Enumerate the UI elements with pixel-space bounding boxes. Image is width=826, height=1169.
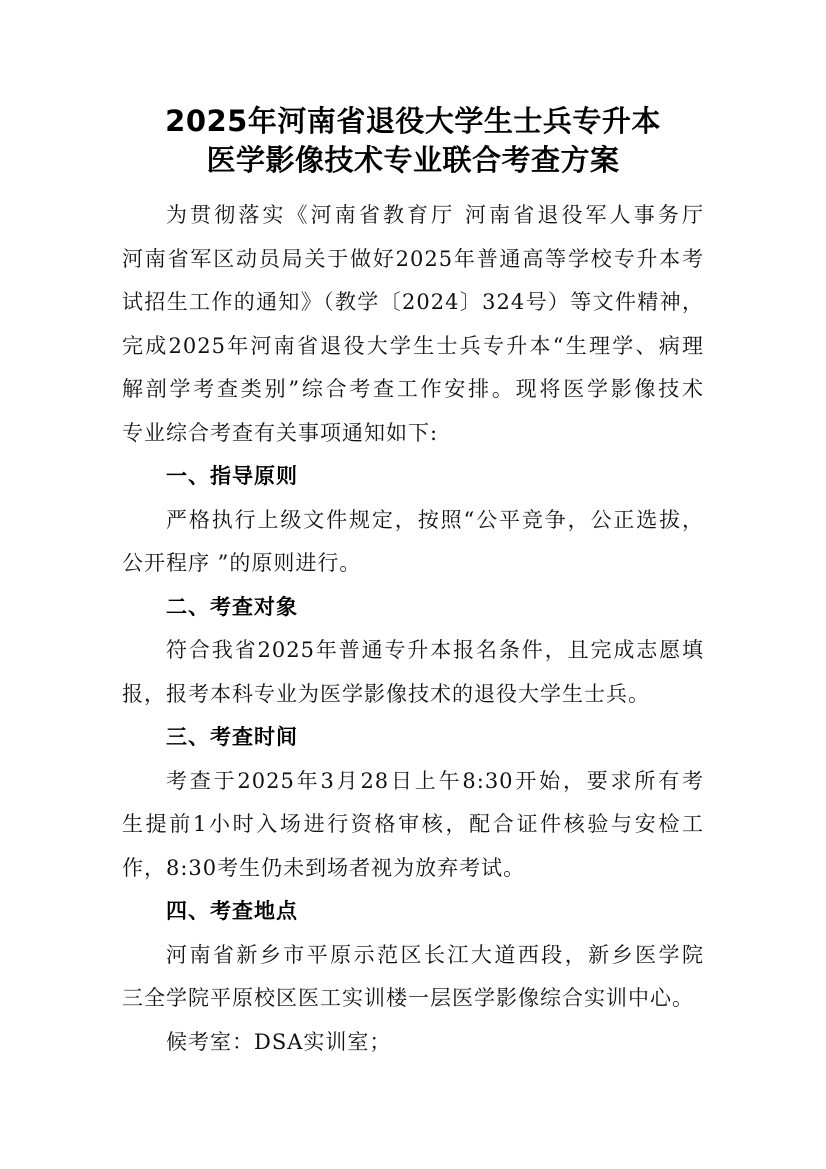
document-body [122, 194, 704, 1064]
section-paragraph-exam-location [122, 934, 704, 1021]
section-line: 严格执行上级文件规定，按照“公平竞争，公正选拔， [166, 507, 704, 532]
intro-line-6: 专业综合考查有关事项通知如下: [122, 420, 439, 445]
section-line: 三全学院平原校区医工实训楼一层医学影像综合实训中心。 [122, 986, 694, 1010]
section-heading-exam-time: 三、考查时间 [166, 725, 298, 749]
waiting-room-paragraph [122, 1021, 704, 1065]
intro-paragraph [122, 194, 704, 455]
section-line: 河南省新乡市平原示范区长江大道西段，新乡医学院 [166, 942, 704, 967]
section-paragraph-guiding-principles [122, 499, 704, 586]
section-heading-guiding-principles: 一、指导原则 [166, 464, 298, 488]
section-line: 生提前1小时入场进行资格审核，配合证件核验与安检工 [122, 812, 704, 836]
section-paragraph-exam-time [122, 760, 704, 891]
intro-line-3: 试招生工作的通知》（教学〔2024〕324号）等文件精神， [122, 290, 704, 314]
intro-line-1: 为贯彻落实《河南省教育厅 河南省退役军人事务厅 [166, 203, 704, 227]
waiting-room-line: 候考室：DSA实训室； [166, 1029, 392, 1054]
intro-line-4: 完成2025年河南省退役大学生士兵专升本“生理学、病理 [122, 333, 704, 358]
section-heading-exam-subjects: 二、考查对象 [166, 594, 298, 619]
section-paragraph-exam-subjects [122, 629, 704, 716]
intro-line-2: 河南省军区动员局关于做好2025年普通高等学校专升本考 [122, 246, 704, 271]
section-heading-exam-location: 四、考查地点 [166, 899, 298, 923]
document-title-line-2: 医学影像技术专业联合考查方案 [206, 143, 620, 177]
section-line: 作，8:30考生仍未到场者视为放弃考试。 [122, 855, 526, 880]
section-line: 报，报考本科专业为医学影像技术的退役大学生士兵。 [122, 681, 650, 706]
intro-line-5: 解剖学考查类别”综合考查工作安排。现将医学影像技术 [122, 377, 704, 401]
document-title-line-1: 2025年河南省退役大学生士兵专升本 [165, 104, 661, 138]
section-line: 公开程序 ”的原则进行。 [122, 551, 362, 575]
section-line: 符合我省2025年普通专升本报名条件，且完成志愿填 [166, 638, 704, 662]
section-line: 考查于2025年3月28日上午8:30开始，要求所有考 [166, 768, 704, 793]
